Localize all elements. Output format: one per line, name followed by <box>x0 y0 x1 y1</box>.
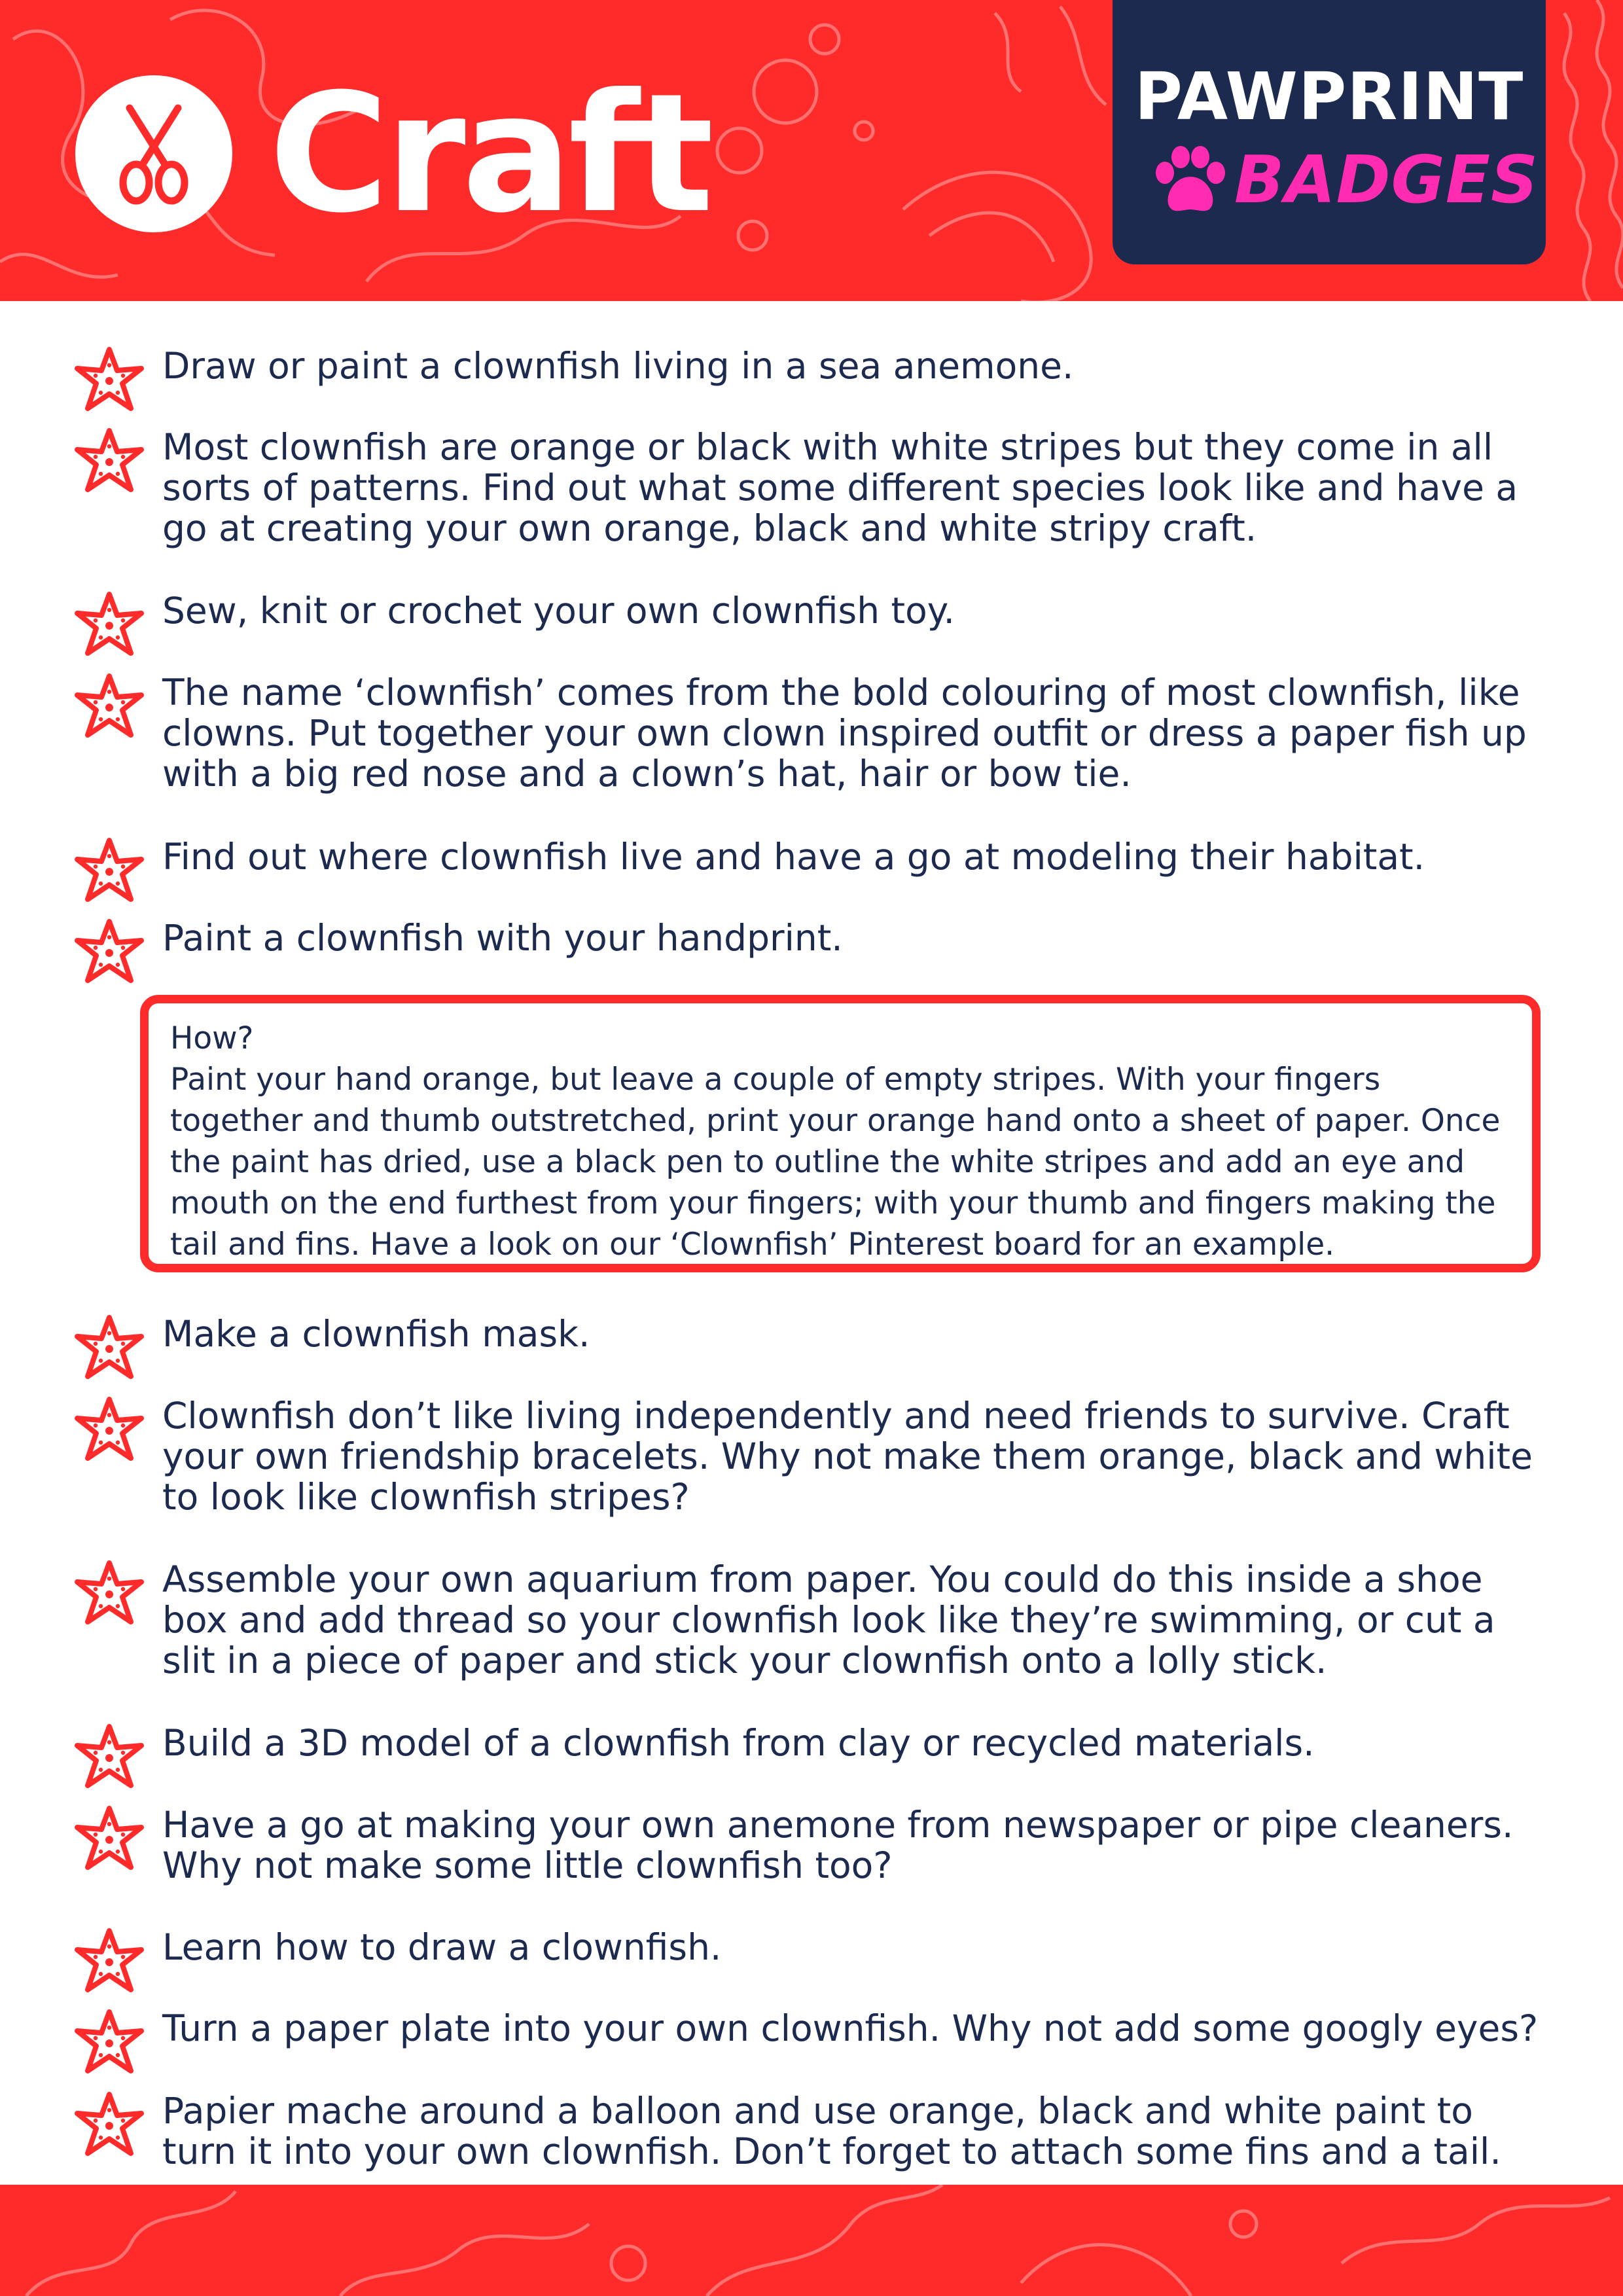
list-item-text: Draw or paint a clownfish living in a sea anemone. <box>162 345 1074 387</box>
how-body: Paint your hand orange, but leave a couple of empty stripes. With your fingers together and thumb outstretched, print your orange hand onto a sheet of paper. Once the paint has dried, use a black pen to outline the white stripes and add an eye and mouth on the end furthest from your fingers; with your thumb and fingers making the tail and fins. Have a look on our ‘Clownfish’ Pinterest board for an example. <box>170 1062 1501 1263</box>
header-banner <box>0 0 1623 301</box>
starfish-icon <box>73 2009 145 2075</box>
paw-icon <box>1150 144 1229 216</box>
page-title-group <box>75 58 710 249</box>
list-item-text: Learn how to draw a clownfish. <box>162 1926 722 1968</box>
how-instructions-box <box>140 995 1541 1272</box>
brand-name-bottom-group <box>1150 141 1539 218</box>
starfish-icon <box>73 1315 145 1380</box>
starfish-icon <box>73 2092 145 2157</box>
list-item-text: Make a clownfish mask. <box>162 1313 590 1355</box>
starfish-icon <box>73 428 145 493</box>
list-item-text: Sew, knit or crochet your own clownfish toy. <box>162 590 955 632</box>
ocean-pattern-decoration <box>0 2185 1623 2296</box>
starfish-icon <box>73 592 145 657</box>
footer-banner <box>0 2185 1623 2296</box>
how-heading: How? <box>170 1020 254 1056</box>
scissors-icon <box>75 75 232 232</box>
list-item-text: Turn a paper plate into your own clownfish. Why not add some googly eyes? <box>162 2007 1539 2049</box>
page-title: Craft <box>269 58 710 249</box>
brand-name-bottom: BADGES <box>1234 141 1539 218</box>
starfish-icon <box>73 919 145 984</box>
list-item-text: Assemble your own aquarium from paper. You could do this inside a shoe box and add thread so your clownfish look like they’re swimming, or cut a slit in a piece of paper and stick your clownfish onto a lolly stick. <box>162 1558 1495 1681</box>
starfish-icon <box>73 1928 145 1994</box>
list-item-text: Have a go at making your own anemone from newspaper or pipe cleaners. Why not make some little clownfish too? <box>162 1804 1514 1886</box>
starfish-icon <box>73 1806 145 1871</box>
starfish-icon <box>73 673 145 739</box>
list-item-text: The name ‘clownfish’ comes from the bold colouring of most clownfish, like clowns. Put together your own clown inspired outfit or dress a paper fish up with a big red nose and a clown’s hat, hair or bow tie. <box>162 672 1527 795</box>
list-item-text: Most clownfish are orange or black with white stripes but they come in all sorts of patterns. Find out what some different species look like and have a go at creating your own orange, black and white stripy craft. <box>162 426 1518 549</box>
starfish-icon <box>73 1560 145 1626</box>
list-item-text: Paint a clownfish with your handprint. <box>162 917 843 959</box>
list-item-text: Find out where clownfish live and have a go at modeling their habitat. <box>162 836 1425 878</box>
starfish-icon <box>73 1724 145 1789</box>
starfish-icon <box>73 347 145 412</box>
list-item-text: Papier mache around a balloon and use orange, black and white paint to turn it into your own clownfish. Don’t forget to attach some fins and a tail. <box>162 2090 1501 2172</box>
starfish-icon <box>73 838 145 903</box>
starfish-icon <box>73 1397 145 1462</box>
list-item-text: Build a 3D model of a clownfish from clay or recycled materials. <box>162 1722 1315 1764</box>
brand-name-top: PAWPRINT <box>1134 58 1524 135</box>
list-item-text: Clownfish don’t like living independently and need friends to survive. Craft your own friendship bracelets. Why not make them orange, black and white to look like clownfish stripes? <box>162 1395 1533 1518</box>
brand-logo <box>1113 0 1546 264</box>
